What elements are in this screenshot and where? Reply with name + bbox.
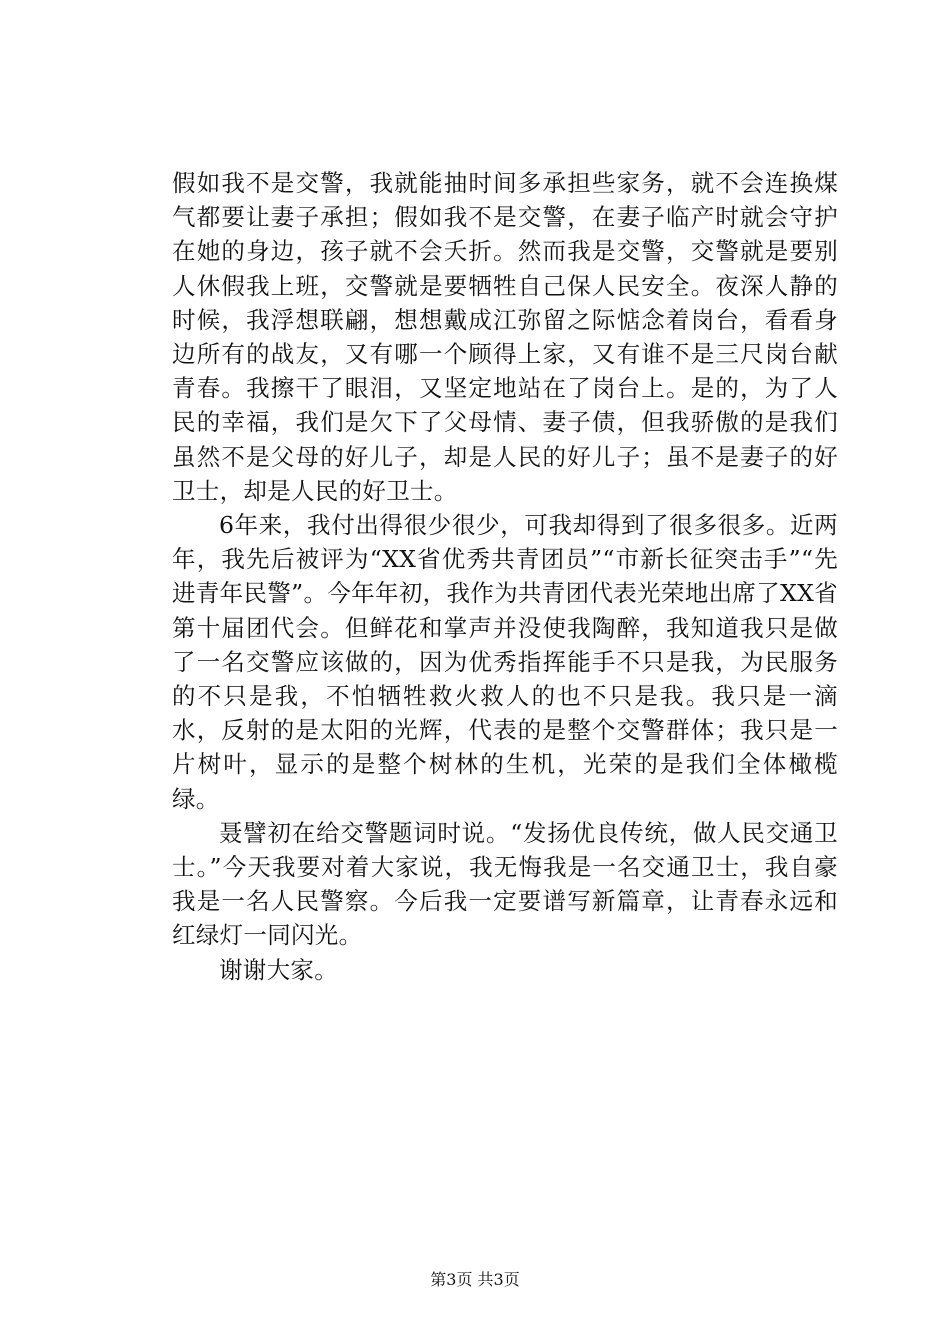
paragraph-3: 聂譬初在给交警题词时说。“发扬优良传统，做人民交通卫士。”今天我要对着大家说，我无悔我是一名交通卫士，我自豪我是一名人民警察。今后我一定要谱写新篇章，让青春永远和红绿灯一同闪光。 xyxy=(172,818,838,950)
paragraph-1: 假如我不是交警，我就能抽时间多承担些家务，就不会连换煤气都要让妻子承担；假如我不是交警，在妻子临产时就会守护在她的身边，孩子就不会夭折。然而我是交警，交警就是要别人休假我上班，交警就是要牺牲自己保人民安全。夜深人静的时候，我浮想联翩，想想戴成江弥留之际惦念着岗台，看看身边所有的战友，又有哪一个顾得上家，又有谁不是三尺岗台献青春。我擦干了眼泪，又坚定地站在了岗台上。是的，为了人民的幸福，我们是欠下了父母情、妻子债，但我骄傲的是我们虽然不是父母的好儿子，却是人民的好儿子；虽不是妻子的好卫士，却是人民的好卫士。 xyxy=(172,169,838,505)
paragraph-2: 6年来，我付出得很少很少，可我却得到了很多很多。近两年，我先后被评为“XX省优秀共青团员”“市新长征突击手”“先进青年民警”。今年年初，我作为共青团代表光荣地出席了XX省第十届团代会。但鲜花和掌声并没使我陶醉，我知道我只是做了一名交警应该做的，因为优秀指挥能手不只是我，为民服务的不只是我，不怕牺牲救火救人的也不只是我。我只是一滴水，反射的是太阳的光辉，代表的是整个交警群体；我只是一片树叶，显示的是整个树林的生机，光荣的是我们全体橄榄绿。 xyxy=(172,511,838,813)
paragraph-4: 谢谢大家。 xyxy=(219,955,338,984)
document-body xyxy=(172,166,838,987)
page-footer: 第3页 共3页 xyxy=(430,1270,520,1289)
